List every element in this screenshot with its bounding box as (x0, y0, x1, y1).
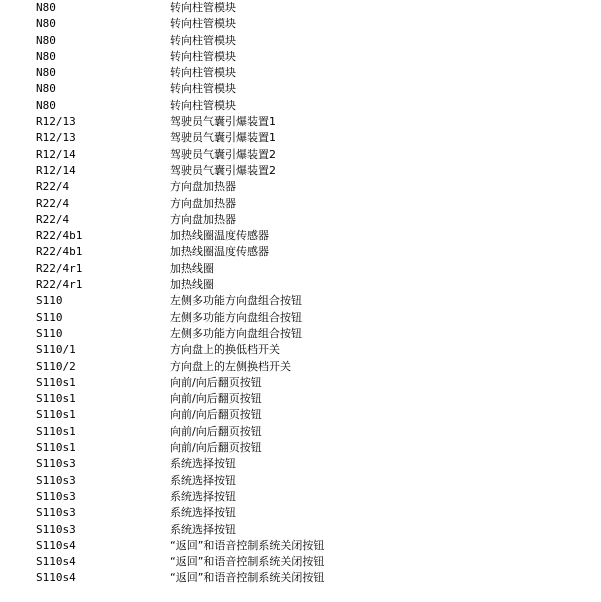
component-code: N80 (36, 82, 56, 96)
table-row (0, 147, 601, 163)
table-row (0, 228, 601, 244)
component-code: N80 (36, 66, 56, 80)
component-code: S110s4 (36, 538, 76, 552)
component-code: R12/13 (36, 131, 76, 145)
table-row (0, 522, 601, 538)
component-code: S110s1 (36, 392, 76, 406)
component-description: 驾驶员气囊引爆装置2 (170, 163, 276, 177)
component-code: R22/4 (36, 212, 70, 226)
table-row (0, 293, 601, 309)
component-description: 转向柱管模块 (170, 1, 236, 14)
component-code: S110s3 (36, 506, 76, 520)
component-code: S110s1 (36, 408, 76, 422)
component-code: S110s1 (36, 424, 76, 438)
component-code: R22/4r1 (36, 261, 83, 275)
component-description: 加热线圈 (170, 261, 214, 275)
component-description: “返回”和语音控制系统关闭按钮 (170, 538, 325, 552)
component-description: 转向柱管模块 (170, 33, 236, 47)
table-row (0, 424, 601, 440)
component-code: S110 (36, 310, 63, 324)
table-row (0, 391, 601, 407)
component-description: 加热线圈 (170, 278, 214, 292)
component-code: S110 (36, 294, 63, 308)
component-description: 系统选择按钮 (170, 522, 236, 536)
component-description: 方向盘上的换低档开关 (170, 343, 280, 357)
component-description: 转向柱管模块 (170, 17, 236, 31)
component-description: 方向盘上的左侧换档开关 (170, 359, 291, 373)
table-row (0, 375, 601, 391)
component-code: N80 (36, 98, 56, 112)
component-description: 系统选择按钮 (170, 506, 236, 520)
component-description: 方向盘加热器 (170, 212, 236, 226)
component-code: S110s1 (36, 441, 76, 455)
component-description: 向前/向后翻页按钮 (170, 441, 262, 455)
table-row (0, 505, 601, 521)
component-code: R22/4 (36, 180, 70, 194)
component-description: 驾驶员气囊引爆装置1 (170, 131, 276, 145)
component-description: 向前/向后翻页按钮 (170, 392, 262, 406)
component-code: S110 (36, 326, 63, 340)
component-code: S110s3 (36, 473, 76, 487)
component-code: R22/4r1 (36, 278, 83, 292)
table-row (0, 489, 601, 505)
component-description: 转向柱管模块 (170, 66, 236, 80)
table-row (0, 81, 601, 97)
table-row (0, 49, 601, 65)
table-row (0, 310, 601, 326)
component-code: N80 (36, 1, 56, 14)
component-description: 系统选择按钮 (170, 457, 236, 471)
table-row (0, 359, 601, 375)
table-row (0, 179, 601, 195)
component-description: “返回”和语音控制系统关闭按钮 (170, 571, 325, 585)
table-row (0, 244, 601, 260)
table-row (0, 538, 601, 554)
table-row (0, 570, 601, 586)
table-row (0, 212, 601, 228)
table-row (0, 98, 601, 114)
component-code: R12/14 (36, 147, 76, 161)
table-row (0, 65, 601, 81)
table-row (0, 326, 601, 342)
component-description: 系统选择按钮 (170, 489, 236, 503)
table-row (0, 440, 601, 456)
component-code: S110s4 (36, 571, 76, 585)
component-code: R12/13 (36, 115, 76, 129)
component-description: 系统选择按钮 (170, 473, 236, 487)
table-row (0, 407, 601, 423)
component-code: S110s3 (36, 489, 76, 503)
component-code: S110s1 (36, 375, 76, 389)
component-description: 转向柱管模块 (170, 98, 236, 112)
table-row (0, 33, 601, 49)
component-code: N80 (36, 49, 56, 63)
component-description: 驾驶员气囊引爆装置2 (170, 147, 276, 161)
table-row (0, 196, 601, 212)
component-description: “返回”和语音控制系统关闭按钮 (170, 555, 325, 569)
table-row (0, 554, 601, 570)
component-code: S110s3 (36, 522, 76, 536)
component-description: 加热线圈温度传感器 (170, 229, 269, 243)
component-code: R22/4 (36, 196, 70, 210)
component-code: N80 (36, 17, 56, 31)
component-description: 左侧多功能方向盘组合按钮 (170, 326, 302, 340)
component-code: S110s3 (36, 457, 76, 471)
table-row (0, 163, 601, 179)
table-row (0, 0, 601, 16)
table-row (0, 277, 601, 293)
component-description: 左侧多功能方向盘组合按钮 (170, 294, 302, 308)
component-code: S110/2 (36, 359, 76, 373)
component-description: 向前/向后翻页按钮 (170, 424, 262, 438)
component-description: 转向柱管模块 (170, 49, 236, 63)
component-code: R22/4b1 (36, 229, 83, 243)
component-code: S110s4 (36, 555, 76, 569)
table-row (0, 261, 601, 277)
component-description: 转向柱管模块 (170, 82, 236, 96)
component-description: 向前/向后翻页按钮 (170, 408, 262, 422)
table-row (0, 473, 601, 489)
table-row (0, 456, 601, 472)
table-row (0, 16, 601, 32)
component-code: S110/1 (36, 343, 76, 357)
table-row (0, 130, 601, 146)
component-description: 向前/向后翻页按钮 (170, 375, 262, 389)
component-description: 左侧多功能方向盘组合按钮 (170, 310, 302, 324)
component-code: R12/14 (36, 163, 76, 177)
component-code: N80 (36, 33, 56, 47)
table-row (0, 342, 601, 358)
component-description: 方向盘加热器 (170, 180, 236, 194)
component-description: 方向盘加热器 (170, 196, 236, 210)
component-description: 驾驶员气囊引爆装置1 (170, 115, 276, 129)
table-row (0, 114, 601, 130)
component-code: R22/4b1 (36, 245, 83, 259)
component-description: 加热线圈温度传感器 (170, 245, 269, 259)
